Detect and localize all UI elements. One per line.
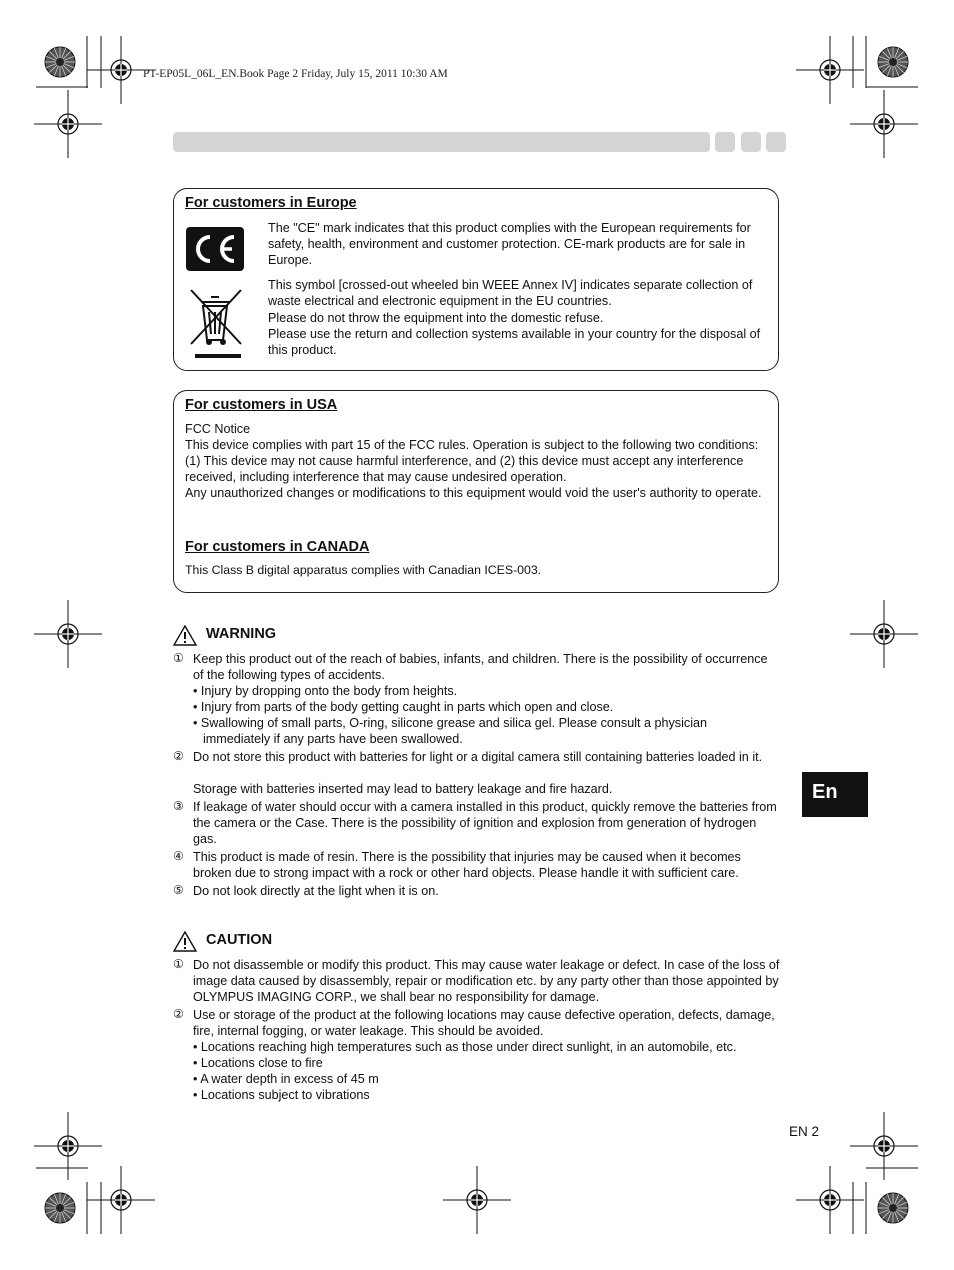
canada-text: This Class B digital apparatus complies with Canadian ICES-003. — [185, 563, 542, 577]
caution-icon — [173, 931, 197, 957]
warning-title: WARNING — [206, 626, 277, 642]
caution-num-2: ② — [173, 1007, 184, 1021]
caution-num-1: ① — [173, 957, 184, 971]
weee-text-1: This symbol [crossed-out wheeled bin WEEE Annex IV] indicates separate collection of waste electrical and electronic equipment in the EU countries. — [268, 278, 753, 309]
weee-text-3: Please use the return and collection systems available in your country for the disposal of this product. — [268, 327, 761, 358]
caution-title: CAUTION — [206, 932, 273, 948]
caution-bullet-1: • Locations reaching high temperatures such as those under direct sunlight, in an automobile, etc. — [193, 1040, 737, 1054]
warning-item-3: If leakage of water should occur with a camera installed in this product, quickly remove the batteries from the camera or the Case. There is the possibility of ignition and explosion from generation of hydrogen gas. — [193, 800, 777, 846]
caution-bullet-4: • Locations subject to vibrations — [193, 1088, 370, 1102]
warning-item-5: Do not look directly at the light when it is on. — [193, 884, 439, 898]
fcc-notice: FCC Notice — [185, 422, 251, 436]
caution-bullet-2: • Locations close to fire — [193, 1056, 323, 1070]
book-header-line: PT-EP05L_06L_EN.Book Page 2 Friday, July 15, 2011 10:30 AM — [143, 68, 448, 80]
caution-bullet-3: • A water depth in excess of 45 m — [193, 1072, 379, 1086]
header-bar-block — [715, 132, 735, 152]
warning-num-3: ③ — [173, 799, 184, 813]
language-tab: En — [802, 772, 868, 817]
warning-bullet-2: • Injury from parts of the body getting caught in parts which open and close. — [193, 700, 614, 714]
warning-num-5: ⑤ — [173, 883, 184, 897]
warning-icon — [173, 625, 197, 651]
ce-mark-icon — [186, 227, 244, 271]
weee-text-2: Please do not throw the equipment into the domestic refuse. — [268, 311, 604, 325]
canada-title: For customers in CANADA — [185, 539, 370, 555]
warning-item-4: This product is made of resin. There is the possibility that injuries may be caused when it becomes broken due to strong impact with a rock or other hard objects. Please handle it with sufficient care. — [193, 850, 741, 880]
page-number: EN 2 — [789, 1124, 820, 1139]
warning-num-1: ① — [173, 651, 184, 665]
header-bar-block — [766, 132, 786, 152]
usa-canada-box — [173, 390, 779, 593]
europe-box — [173, 188, 779, 371]
usa-title: For customers in USA — [185, 397, 338, 413]
caution-item-1: Do not disassemble or modify this product. This may cause water leakage or defect. In case of the loss of image data caused by disassembly, repair or modification etc. by any party other than those appointed by OLYMPUS IMAGING CORP., we shall bear no responsibility for damage. — [193, 958, 780, 1004]
europe-title: For customers in Europe — [185, 195, 357, 211]
warning-num-4: ④ — [173, 849, 184, 863]
header-bar — [173, 132, 710, 152]
warning-item-2: Do not store this product with batteries for light or a digital camera still containing batteries loaded in it. — [193, 750, 763, 764]
fcc-modification-text: Any unauthorized changes or modifications to this equipment would void the user's authority to operate. — [185, 486, 762, 500]
fcc-text: This device complies with part 15 of the FCC rules. Operation is subject to the following two conditions: (1) This device may not cause harmful interference, and (2) this device must accept any interference received, including interference that may cause undesired operation. — [185, 438, 759, 485]
warning-item-1: Keep this product out of the reach of babies, infants, and children. There is the possibility of occurrence of the following types of accidents. — [193, 652, 768, 682]
warning-bullet-1: • Injury by dropping onto the body from heights. — [193, 684, 458, 698]
header-bar-block — [741, 132, 761, 152]
weee-bin-icon — [187, 288, 247, 364]
warning-num-2: ② — [173, 749, 184, 763]
warning-bullet-3: • Swallowing of small parts, O-ring, silicone grease and silica gel. Please consult a physician immediately if any parts have been swallowed. — [193, 716, 708, 746]
warning-item-2-extra: Storage with batteries inserted may lead to battery leakage and fire hazard. — [193, 782, 613, 796]
caution-item-2: Use or storage of the product at the following locations may cause defective operation, defects, damage, fire, internal fogging, or water leakage. This should be avoided. — [193, 1008, 775, 1038]
ce-text: The "CE" mark indicates that this product complies with the European requirements for safety, health, environment and customer protection. CE-mark products are for sale in Europe. — [268, 221, 751, 268]
